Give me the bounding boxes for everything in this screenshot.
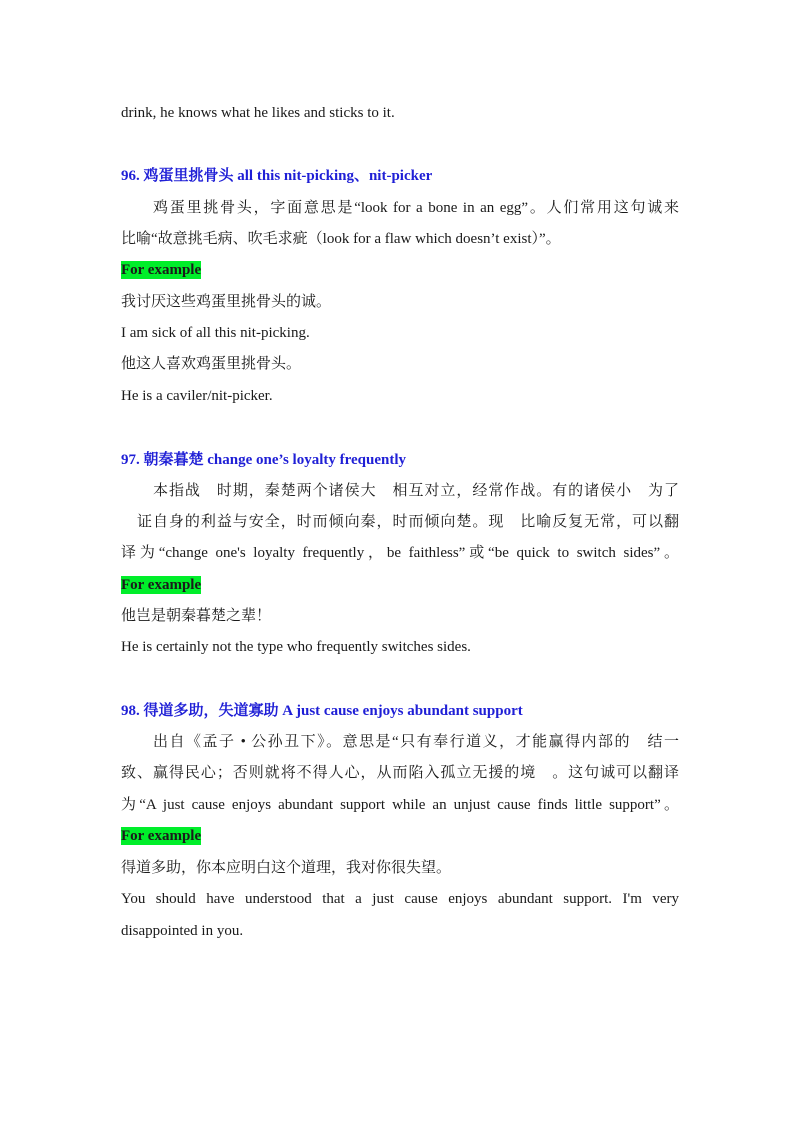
for-example-label-96 [121, 260, 201, 280]
entry-heading-97: 97. 朝秦暮楚 change one’s loyalty frequently [121, 452, 406, 468]
for-example-label-97 [121, 575, 201, 595]
for-example-label-98 [121, 826, 201, 846]
for-example-highlight: For example [121, 828, 202, 844]
entry-98-explanation-line-3: 为“A just cause enjoys abundant support while an unjust cause finds little support”。 [121, 797, 679, 813]
paragraph-continuation: drink, he knows what he likes and sticks to it. [121, 105, 395, 121]
entry-heading-98: 98. 得道多助，失道寡助 A just cause enjoys abundant support [121, 703, 523, 719]
example-98-english-1-continued: disappointed in you. [121, 923, 244, 939]
entry-97-explanation-line-3: 译为“change one's loyalty frequently，be faithless”或“be quick to switch sides”。 [121, 545, 679, 561]
entry-97-explanation-line-2: 证自身的利益与安全，时而倾向秦，时而倾向楚。现 比喻反复无常，可以翻 [121, 514, 679, 530]
entry-96-explanation-line-1: 鸡蛋里挑骨头，字面意思是“look for a bone in an egg”。人们常用这句诚来 [153, 200, 679, 216]
example-96-english-2: He is a caviler/nit-picker. [121, 388, 273, 404]
entry-heading-96: 96. 鸡蛋里挑骨头 all this nit-picking、nit-picker [121, 168, 433, 184]
entry-98-explanation-line-1: 出自《孟子 • 公孙丑下》。意思是“只有奉行道义，才能赢得内部的 结一 [153, 734, 679, 750]
example-96-chinese-1: 我讨厌这些鸡蛋里挑骨头的诚。 [121, 294, 332, 310]
example-97-chinese-1: 他岂是朝秦暮楚之辈！ [121, 608, 272, 624]
entry-96-explanation-line-2: 比喻“故意挑毛病、吹毛求疵（look for a flaw which doesn’t exist）”。 [121, 231, 561, 247]
for-example-highlight: For example [121, 262, 202, 278]
entry-97-explanation-line-1: 本指战 时期，秦楚两个诸侯大 相互对立，经常作战。有的诸侯小 为了 [153, 483, 679, 499]
entry-98-explanation-line-2: 致、赢得民心；否则就将不得人心，从而陷入孤立无援的境 。这句诚可以翻译 [121, 765, 679, 781]
example-98-chinese-1: 得道多助，你本应明白这个道理，我对你很失望。 [121, 860, 452, 876]
example-96-english-1: I am sick of all this nit-picking. [121, 325, 310, 341]
for-example-highlight: For example [121, 577, 202, 593]
example-96-chinese-2: 他这人喜欢鸡蛋里挑骨头。 [121, 356, 302, 372]
example-97-english-1: He is certainly not the type who frequently switches sides. [121, 639, 471, 655]
example-98-english-1: You should have understood that a just cause enjoys abundant support. I'm very [121, 891, 679, 907]
